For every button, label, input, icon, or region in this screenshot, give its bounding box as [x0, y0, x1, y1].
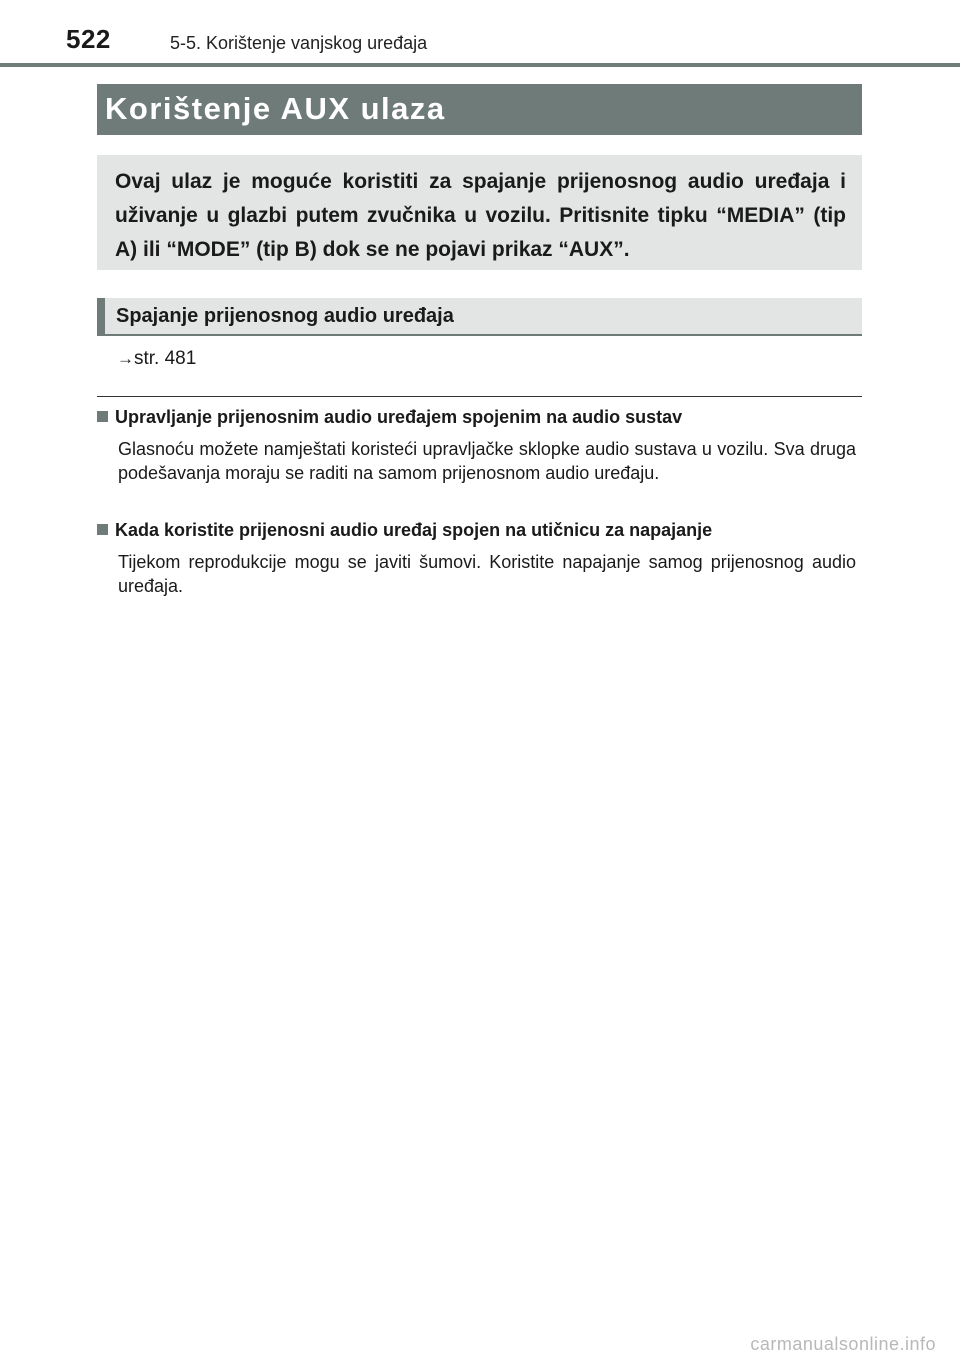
page-title: Korištenje AUX ulaza — [105, 91, 446, 126]
item-body: Tijekom reprodukcije mogu se javiti šumovi. Koristite napajanje samog prijenosnog audio uređaja. — [118, 552, 856, 596]
intro-box — [97, 155, 862, 270]
page-reference[interactable] — [117, 348, 196, 370]
title-bar — [97, 84, 862, 135]
square-bullet-icon — [97, 411, 108, 422]
intro-text: Ovaj ulaz je moguće koristiti za spajanje prijenosnog audio uređaja i uživanje u glazbi putem zvučnika u vozilu. Pritisnite tipku “MEDIA” (tip A) ili “MODE” (tip B) dok se ne pojavi prikaz “AUX”. — [115, 170, 846, 261]
item-body: Glasnoću možete namještati koristeći upravljačke sklopke audio sustava u vozilu. Sva druga podešavanja moraju se raditi na samom prijenosnom audio uređaju. — [118, 439, 856, 483]
square-bullet-icon — [97, 524, 108, 535]
item-heading — [97, 407, 862, 428]
item-heading — [97, 520, 862, 541]
item-heading-text: Upravljanje prijenosnim audio uređajem spojenim na audio sustav — [115, 407, 683, 427]
section-title: 5-5. Korištenje vanjskog uređaja — [170, 33, 428, 53]
page-reference-text: str. 481 — [134, 348, 197, 369]
item-heading-text: Kada koristite prijenosni audio uređaj spojen na utičnicu za napajanje — [115, 520, 713, 540]
sub-heading-accent — [97, 298, 105, 334]
sub-heading-label: Spajanje prijenosnog audio uređaja — [116, 305, 454, 327]
arrow-icon: → — [117, 349, 134, 368]
sub-heading — [97, 298, 862, 336]
divider — [97, 396, 862, 397]
header-rule — [0, 63, 960, 67]
watermark: carmanualsonline.info — [750, 1334, 936, 1354]
page-number: 522 — [66, 24, 111, 54]
